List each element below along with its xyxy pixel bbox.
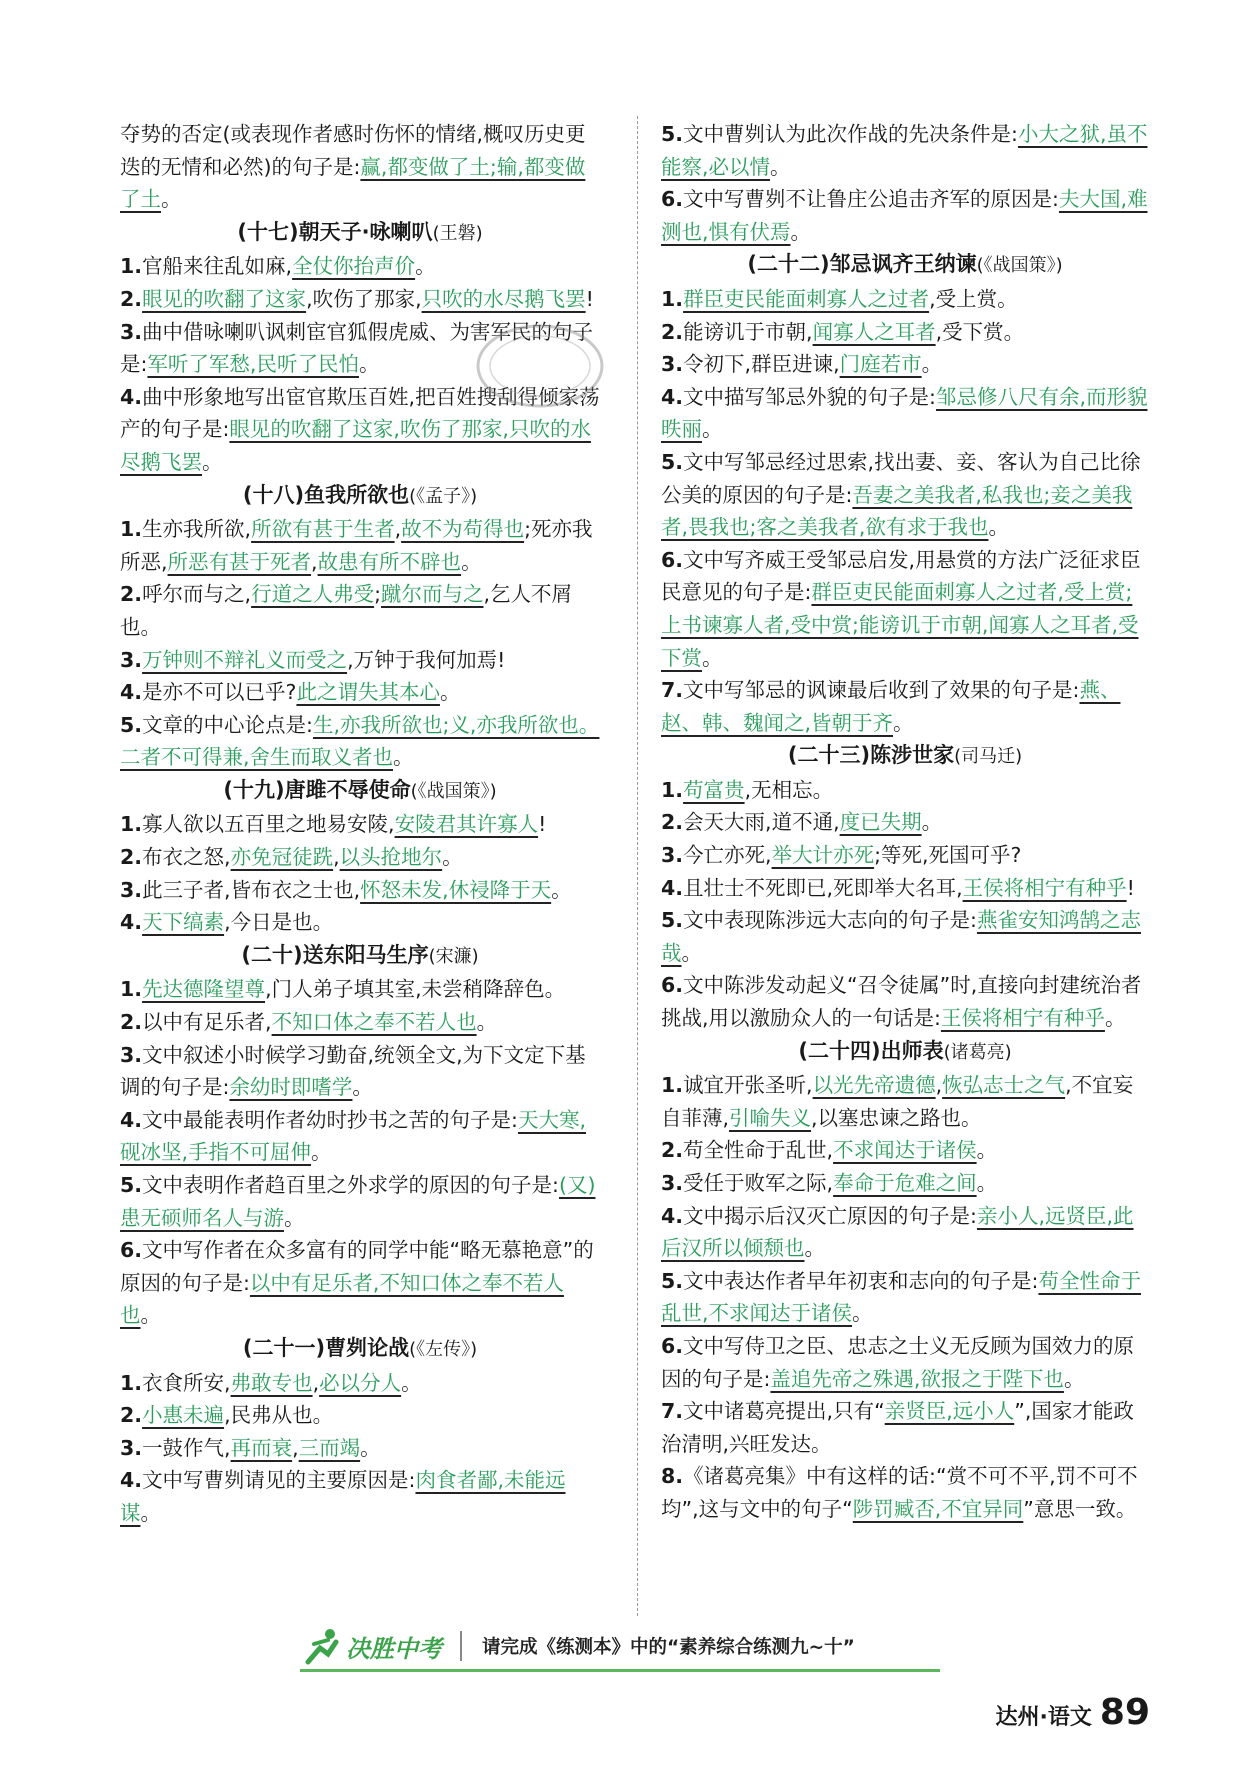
- page-footer: [996, 1692, 1150, 1733]
- question-item: [661, 316, 1149, 349]
- section-title: (二十)送东阳马生序: [241, 942, 429, 967]
- question-item: [661, 1134, 1149, 1167]
- question-text: 曲中形象地写出宦官欺压百姓,把百姓搜刮得倾家荡产的句子是:: [120, 384, 600, 442]
- question-number: 4.: [120, 384, 143, 409]
- section-title: (二十二)邹忌讽齐王纳谏: [747, 252, 977, 277]
- question-text: ,以塞忠谏之路也。: [811, 1105, 982, 1130]
- question-number: 5.: [661, 908, 684, 933]
- answer-text: 以光先帝遗德: [812, 1073, 936, 1098]
- answer-text: 只吹的水尽鹅飞罢: [421, 286, 586, 311]
- question-item: [661, 183, 1149, 248]
- question-text: 。: [1063, 1366, 1085, 1391]
- question-text: 文中表达作者早年初衷和志向的句子是:: [683, 1268, 1039, 1293]
- question-text: 《诸葛亮集》中有这样的话:“赏不可不平,罚不可不均”,这与文中的句子“: [661, 1464, 1138, 1521]
- question-number: 6.: [661, 547, 684, 572]
- page-number: 89: [1099, 1692, 1150, 1733]
- question-text: 。: [358, 352, 380, 377]
- answer-text: 以头抢地尔: [339, 845, 443, 870]
- question-text: 。: [770, 154, 791, 179]
- question-text: 文中写作者在众多富有的同学中能“略无慕艳意”的原因的句子是:: [120, 1238, 594, 1295]
- question-number: 1.: [661, 1073, 684, 1098]
- question-text: 诚宜开张圣听,: [683, 1073, 813, 1098]
- section-source: (《孟子》): [409, 485, 478, 507]
- question-item: [661, 774, 1149, 807]
- question-text: 衣食所安,: [142, 1370, 231, 1395]
- question-text: 文中写侍卫之臣、忠志之士义无反顾为国效力的原因的句子是:: [661, 1333, 1135, 1391]
- question-item: [661, 1069, 1149, 1134]
- question-text: 文中陈涉发动起义“召令徒属”时,直接向封建统治者挑战,用以激励众人的一句话是:: [661, 973, 1142, 1031]
- question-text: !: [585, 286, 594, 311]
- answer-text: 怀怒未发,休祲降于天: [360, 877, 552, 902]
- question-item: [661, 446, 1149, 544]
- section-heading: [661, 248, 1149, 283]
- question-item: [661, 544, 1149, 674]
- question-text: ,乞人不屑也。: [120, 582, 573, 639]
- question-text: 。: [360, 1435, 381, 1460]
- answer-text: 恢弘志士之气: [942, 1073, 1066, 1098]
- question-text: 。: [476, 1010, 498, 1035]
- answer-text: 全仗你抬声价: [292, 254, 416, 279]
- answer-text: (又)患无硕师名人与游: [120, 1173, 596, 1230]
- answer-text: 小大之狱,虽不能察,必以情: [661, 122, 1148, 179]
- answer-text: 度已失期: [839, 810, 922, 835]
- answer-text: 故患有所不辟也: [317, 549, 462, 574]
- question-text: 受任于败军之际,: [683, 1171, 834, 1195]
- question-number: 1.: [661, 777, 684, 802]
- question-text: 文章的中心论点是:: [142, 712, 313, 737]
- section-title: (二十一)曹刿论战: [242, 1335, 410, 1360]
- question-number: 3.: [120, 319, 143, 344]
- footer-banner: [300, 1623, 940, 1672]
- answer-text: 陟罚臧否,不宜异同: [852, 1496, 1024, 1521]
- question-text: 。: [551, 877, 572, 902]
- question-number: 1.: [120, 977, 143, 1002]
- question-number: 8.: [661, 1464, 684, 1489]
- question-text: 寡人欲以五百里之地易安陵,: [142, 812, 395, 837]
- question-number: 6.: [661, 187, 684, 212]
- answer-text: 以中有足乐者,不知口体之奉不若人也: [120, 1270, 564, 1328]
- question-text: 文中写邹忌经过思索,找出妻、妾、客认为自己比徐公美的原因的句子是:: [661, 449, 1141, 507]
- question-text: ;死亦我所恶,: [120, 517, 593, 574]
- answer-text: 小惠未遍: [142, 1403, 225, 1428]
- question-text: 。: [439, 680, 461, 705]
- question-text: ,: [935, 1073, 943, 1098]
- right-column: [661, 118, 1149, 1526]
- answer-text: 眼见的吹翻了这家: [142, 286, 307, 311]
- section-heading: [120, 774, 600, 809]
- question-text: 生亦我所欲,: [142, 517, 252, 542]
- question-text: 。: [352, 1075, 373, 1100]
- answer-text: 万钟则不辩礼义而受之: [142, 647, 348, 672]
- question-item: [120, 1169, 600, 1234]
- answer-text: 奉命于危难之间: [833, 1171, 977, 1195]
- answer-text: 亲小人,远贤臣,此后汉所以倾颓也: [661, 1203, 1134, 1261]
- answer-text: 举大计亦死: [771, 843, 875, 868]
- question-text: 。: [681, 940, 702, 965]
- section-heading: [120, 479, 600, 514]
- question-text: 。: [702, 417, 723, 442]
- question-text: 。: [988, 515, 1009, 540]
- question-number: 5.: [661, 449, 684, 474]
- answer-text: 苟富贵: [683, 777, 745, 802]
- question-text: ,万钟于我何加焉!: [347, 647, 506, 672]
- question-item: [120, 1104, 600, 1169]
- question-text: 文中描写邹忌外貌的句子是:: [683, 384, 936, 409]
- question-text: 文中表现陈涉远大志向的句子是:: [683, 908, 977, 933]
- question-text: 令初下,群臣进谏,: [683, 352, 840, 377]
- answer-text: 王侯将相宁有种乎: [940, 1006, 1105, 1031]
- section-source: (《左传》): [409, 1338, 478, 1360]
- question-text: 会天大雨,道不通,: [683, 810, 840, 835]
- question-number: 4.: [661, 875, 684, 900]
- answer-text: 引喻失义: [729, 1105, 812, 1130]
- question-text: 。: [442, 845, 463, 870]
- question-number: 6.: [661, 973, 684, 998]
- question-text: ,: [312, 1370, 320, 1395]
- question-item: [661, 674, 1149, 739]
- question-item: [120, 841, 600, 874]
- section-heading: [661, 1035, 1149, 1070]
- answer-text: 故不为苟得也: [401, 517, 525, 542]
- question-item: [661, 904, 1149, 969]
- section-heading: [120, 216, 600, 251]
- answer-text: 所恶有甚于死者: [167, 549, 312, 574]
- question-text: 此三子者,皆布衣之士也,: [142, 877, 361, 902]
- question-number: 7.: [661, 678, 684, 703]
- question-item: [661, 1200, 1149, 1265]
- question-text: 以中有足乐者,: [142, 1010, 272, 1035]
- question-text: 能谤讥于市朝,: [683, 319, 813, 344]
- answer-text: 必以分人: [319, 1370, 402, 1395]
- question-text: 曲中借咏喇叭讽刺宦官狐假虎威、为害军民的句子是:: [120, 319, 594, 377]
- answer-text: 肉食者鄙,未能远谋: [120, 1468, 566, 1525]
- question-item: [120, 676, 600, 709]
- question-text: 。: [415, 254, 436, 279]
- answer-text: 亲贤臣,远小人: [884, 1399, 1015, 1424]
- question-item: [120, 644, 600, 677]
- question-number: 3.: [661, 1171, 684, 1195]
- logo-text: 决胜中考: [346, 1634, 442, 1663]
- section-title: (十八)鱼我所欲也: [242, 482, 410, 507]
- answer-text: 燕、赵、韩、魏闻之,皆朝于齐: [661, 678, 1121, 735]
- answer-text: 弗敢专也: [230, 1370, 313, 1395]
- region-subject: 达州·语文: [995, 1705, 1092, 1730]
- question-text: ,今日是也。: [224, 910, 334, 935]
- question-number: 6.: [120, 1238, 143, 1263]
- question-number: 1.: [120, 812, 143, 837]
- column-divider: [637, 116, 638, 1616]
- answer-text: 赢,都变做了土;输,都变做了土: [120, 154, 586, 212]
- question-text: 是亦不可以已乎?: [142, 680, 297, 705]
- question-number: 2.: [120, 582, 143, 607]
- question-number: 4.: [120, 910, 143, 935]
- question-text: 且壮士不死即已,死即举大名耳,: [683, 875, 963, 900]
- answer-text: 门庭若市: [839, 352, 922, 377]
- footer-separator: [460, 1631, 462, 1661]
- question-number: 7.: [661, 1399, 684, 1424]
- answer-text: 吾妻之美我者,私我也;妾之美我者,畏我也;客之美我者,欲有求于我也: [661, 482, 1133, 540]
- question-item: [120, 1234, 600, 1332]
- question-text: ,受上赏。: [929, 286, 1018, 311]
- footer-note: 请完成《练测本》中的“素养综合练测九~十”: [482, 1637, 855, 1658]
- answer-text: 不知口体之奉不若人也: [271, 1010, 477, 1035]
- question-number: 5.: [661, 1268, 684, 1293]
- question-number: 3.: [120, 1435, 143, 1460]
- section-title: (十七)朝天子·咏喇叭: [237, 219, 433, 244]
- question-item: [661, 381, 1149, 446]
- answer-text: 军听了军愁,民听了民怕: [147, 352, 359, 377]
- question-item: [661, 283, 1149, 316]
- question-number: 3.: [661, 843, 684, 868]
- question-text: ;等死,死国可乎?: [874, 843, 1022, 868]
- section-title: (二十四)出师表: [798, 1038, 944, 1063]
- question-item: [120, 513, 600, 578]
- section-source: (司马迁): [954, 746, 1023, 768]
- question-item: [120, 1432, 600, 1465]
- question-item: [120, 874, 600, 907]
- runner-logo-icon: [300, 1626, 346, 1666]
- question-number: 1.: [120, 517, 143, 542]
- answer-text: 余幼时即嗜学: [229, 1075, 353, 1100]
- question-item: [120, 1006, 600, 1039]
- question-item: [661, 1330, 1149, 1395]
- question-text: ”,国家才能政治清明,兴旺发达。: [661, 1399, 1134, 1456]
- question-item: [661, 806, 1149, 839]
- question-item: [120, 1464, 600, 1529]
- answer-text: 天下缟素: [142, 910, 225, 935]
- question-text: 文中写齐威王受邹忌启发,用悬赏的方法广泛征求臣民意见的句子是:: [661, 547, 1141, 605]
- question-item: [120, 1039, 600, 1104]
- question-text: 。: [804, 1236, 825, 1261]
- question-item: [661, 839, 1149, 872]
- question-number: 3.: [120, 1042, 143, 1067]
- section-heading: [120, 939, 600, 974]
- question-item: [120, 808, 600, 841]
- question-text: 。: [976, 1138, 998, 1163]
- answer-text: 三而竭: [298, 1435, 361, 1460]
- question-text: !: [1126, 875, 1135, 900]
- question-text: 。: [311, 1140, 332, 1165]
- section-source: (宋濂): [428, 945, 479, 967]
- answer-text: 苟全性命于乱世,不求闻达于诸侯: [661, 1268, 1141, 1326]
- answer-text: 王侯将相宁有种乎: [962, 875, 1127, 900]
- question-item: [120, 283, 600, 316]
- question-text: 一鼓作气,: [142, 1435, 231, 1460]
- question-text: 。: [140, 1303, 161, 1328]
- question-number: 2.: [661, 810, 684, 835]
- question-number: 5.: [661, 122, 684, 146]
- question-text: 。: [852, 1301, 873, 1326]
- homework-stamp-icon: [470, 316, 610, 416]
- question-number: 4.: [120, 1468, 143, 1493]
- question-item: [120, 1399, 600, 1432]
- answer-text: 群臣吏民能面刺寡人之过者,受上赏;上书谏寡人者,受中赏;能谤讥于市朝,闻寡人之耳者,受下赏: [661, 580, 1139, 670]
- question-text: ,: [292, 1435, 299, 1460]
- question-number: 2.: [120, 1010, 143, 1035]
- answer-text: 此之谓失其本心: [296, 680, 440, 705]
- answer-text: 再而衰: [230, 1435, 293, 1460]
- question-text: !: [538, 812, 547, 837]
- question-text: 。: [461, 549, 482, 574]
- answer-text: 天大寒,砚冰坚,手指不可屈伸: [120, 1107, 586, 1165]
- question-number: 6.: [661, 1333, 684, 1358]
- section-source: (王磐): [432, 222, 483, 244]
- question-text: 。: [921, 810, 943, 835]
- question-number: 2.: [661, 1138, 684, 1163]
- question-number: 4.: [120, 1107, 143, 1132]
- question-item: [661, 1265, 1149, 1330]
- question-text: 。: [976, 1171, 998, 1195]
- question-text: 今亡亦死,: [683, 843, 772, 868]
- question-number: 5.: [120, 712, 143, 737]
- question-number: 5.: [120, 1173, 143, 1197]
- question-number: 4.: [661, 1203, 684, 1228]
- question-text: ,: [333, 845, 340, 870]
- question-item: [661, 872, 1149, 905]
- question-number: 2.: [120, 845, 143, 870]
- question-item: [120, 578, 600, 643]
- question-text: 文中曹刿认为此次作战的先决条件是:: [683, 122, 1018, 146]
- question-number: 2.: [661, 319, 684, 344]
- question-text: ;: [374, 582, 382, 607]
- section-source: (《战国策》): [410, 780, 497, 802]
- question-text: 。: [702, 645, 723, 670]
- question-text: 苟全性命于乱世,: [683, 1138, 834, 1163]
- answer-text: 群臣吏民能面刺寡人之过者: [683, 286, 930, 311]
- question-text: ,吹伤了那家,: [306, 286, 422, 311]
- question-item: [661, 348, 1149, 381]
- question-text: ,民弗从也。: [224, 1403, 334, 1428]
- question-number: 3.: [661, 352, 684, 377]
- question-item: [120, 709, 600, 774]
- question-number: 1.: [120, 1370, 143, 1395]
- question-text: 。: [284, 1205, 305, 1230]
- section-source: (《战国策》): [976, 255, 1063, 277]
- question-text: 。: [401, 1370, 422, 1395]
- question-text: 。: [393, 745, 414, 770]
- question-text: 。: [893, 710, 914, 735]
- question-text: ,: [311, 549, 318, 574]
- question-text: ,: [394, 517, 402, 542]
- answer-text: 安陵君其许寡人: [394, 812, 539, 837]
- answer-text: 亦免冠徒跣: [230, 845, 334, 870]
- question-text: 文中诸葛亮提出,只有“: [683, 1399, 885, 1424]
- question-text: 夺势的否定(或表现作者感时伤怀的情绪,概叹历史更迭的无情和必然)的句子是:: [120, 122, 586, 179]
- answer-text: 不求闻达于诸侯: [833, 1138, 977, 1163]
- question-number: 4.: [120, 680, 143, 705]
- question-text: 文中写曹刿不让鲁庄公追击齐军的原因是:: [683, 187, 1059, 212]
- question-text: ,门人弟子填其室,未尝稍降辞色。: [265, 977, 566, 1002]
- section-title: (二十三)陈涉世家: [787, 743, 955, 768]
- question-number: 3.: [120, 877, 143, 902]
- answer-text: 邹忌修八尺有余,而形貌昳丽: [661, 384, 1148, 442]
- question-text: 文中叙述小时候学习勤奋,统领全文,为下文定下基调的句子是:: [120, 1042, 586, 1100]
- question-text: 官船来往乱如麻,: [142, 254, 293, 279]
- question-text: 文中写曹刿请见的主要原因是:: [142, 1468, 416, 1493]
- answer-text: 所欲有甚于生者: [251, 517, 395, 542]
- question-text: ”意思一致。: [1023, 1496, 1137, 1521]
- answer-text: 眼见的吹翻了这家,吹伤了那家,只吹的水尽鹅飞罢: [120, 417, 591, 474]
- question-item: [120, 250, 600, 283]
- question-item: [661, 118, 1149, 183]
- question-item: [120, 906, 600, 939]
- question-text: 布衣之怒,: [142, 845, 231, 870]
- question-text: 文中表明作者趋百里之外求学的原因的句子是:: [142, 1173, 559, 1197]
- section-heading: [661, 739, 1149, 774]
- question-text: 文中最能表明作者幼时抄书之苦的句子是:: [142, 1107, 518, 1132]
- question-text: 。: [202, 449, 223, 474]
- question-item: [661, 1395, 1149, 1460]
- question-text: 。: [1104, 1006, 1126, 1031]
- question-text: 。: [140, 1500, 161, 1525]
- question-text: 。: [161, 187, 182, 212]
- answer-text: 蹴尔而与之: [381, 582, 484, 607]
- question-item: [120, 118, 600, 216]
- answer-text: 燕雀安知鸿鹄之志哉: [661, 908, 1141, 965]
- section-title: (十九)唐雎不辱使命: [223, 777, 411, 802]
- question-number: 3.: [120, 647, 143, 672]
- question-item: [661, 969, 1149, 1034]
- question-text: 文中揭示后汉灭亡原因的句子是:: [683, 1203, 977, 1228]
- question-number: 2.: [120, 286, 143, 311]
- answer-text: 生,亦我所欲也;义,亦我所欲也。二者不可得兼,舍生而取义者也: [120, 712, 600, 770]
- question-number: 4.: [661, 384, 684, 409]
- question-text: 。: [790, 219, 812, 244]
- question-text: ,受下赏。: [935, 319, 1025, 344]
- question-text: 文中写邹忌的讽谏最后收到了效果的句子是:: [683, 678, 1080, 703]
- question-text: ,不宜妄自菲薄,: [661, 1073, 1134, 1130]
- answer-text: 行道之人弗受: [251, 582, 375, 607]
- question-text: 呼尔而与之,: [142, 582, 252, 607]
- answer-text: 夫大国,难测也,惧有伏焉: [661, 187, 1148, 244]
- answer-text: 盖追先帝之殊遇,欲报之于陛下也: [770, 1366, 1064, 1391]
- question-item: [661, 1460, 1149, 1525]
- section-source: (诸葛亮): [943, 1041, 1012, 1063]
- answer-text: 闻寡人之耳者: [812, 319, 936, 344]
- question-text: ,无相忘。: [744, 777, 834, 802]
- section-heading: [120, 1332, 600, 1367]
- question-text: 。: [921, 352, 943, 377]
- question-item: [120, 973, 600, 1006]
- question-number: 1.: [661, 286, 684, 311]
- question-number: 2.: [120, 1403, 143, 1428]
- question-item: [661, 1167, 1149, 1200]
- answer-text: 先达德隆望尊: [142, 977, 266, 1002]
- question-number: 1.: [120, 254, 143, 279]
- question-item: [120, 1367, 600, 1400]
